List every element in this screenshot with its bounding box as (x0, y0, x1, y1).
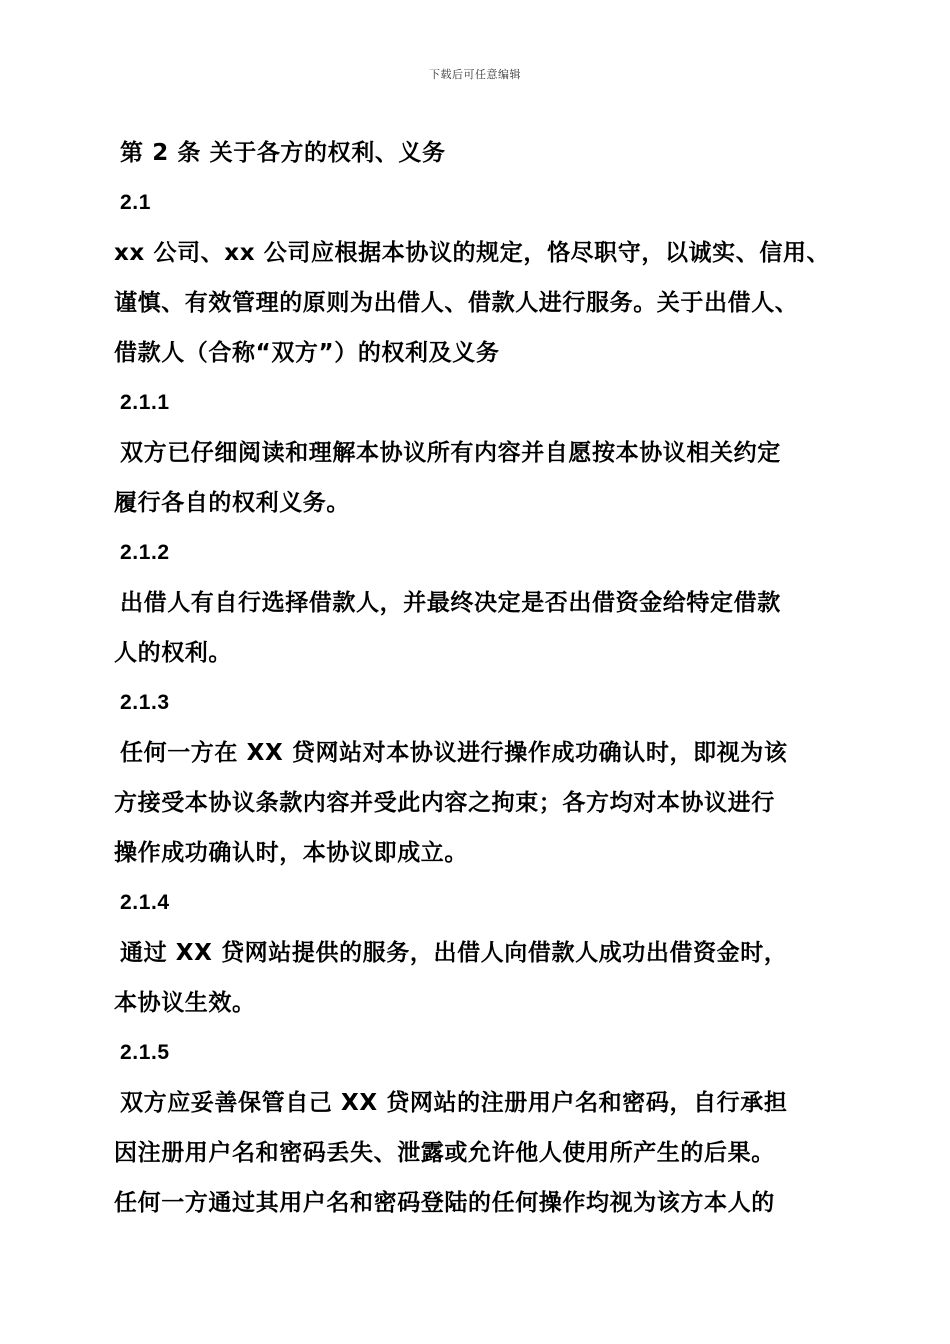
section-number: 2.1.1 (120, 391, 170, 414)
paragraph-line: 因注册用户名和密码丢失、泄露或允许他人使用所产生的后果。 (114, 1140, 775, 1166)
section-number: 2.1 (120, 191, 151, 214)
paragraph-line: 通过 XX 贷网站提供的服务，出借人向借款人成功出借资金时， (120, 940, 788, 966)
paragraph-line: 任何一方通过其用户名和密码登陆的任何操作均视为该方本人的 (114, 1190, 775, 1216)
paragraph-line: 履行各自的权利义务。 (114, 490, 350, 516)
paragraph-line: 双方应妥善保管自己 XX 贷网站的注册用户名和密码，自行承担 (120, 1090, 788, 1116)
section-number: 2.1.3 (120, 691, 170, 714)
section-number: 2.1.4 (120, 891, 170, 914)
paragraph-line: 谨慎、有效管理的原则为出借人、借款人进行服务。关于出借人、 (114, 290, 799, 316)
paragraph-line: 方接受本协议条款内容并受此内容之拘束；各方均对本协议进行 (114, 790, 775, 816)
paragraph-line: 双方已仔细阅读和理解本协议所有内容并自愿按本协议相关约定 (120, 440, 781, 466)
section-number: 2.1.2 (120, 541, 170, 564)
paragraph-line: xx 公司、xx 公司应根据本协议的规定，恪尽职守，以诚实、信用、 (114, 240, 831, 266)
section-number: 2.1.5 (120, 1041, 170, 1064)
paragraph-line: 出借人有自行选择借款人，并最终决定是否出借资金给特定借款 (120, 590, 781, 616)
paragraph-line: 任何一方在 XX 贷网站对本协议进行操作成功确认时，即视为该 (120, 740, 788, 766)
paragraph-line: 操作成功确认时，本协议即成立。 (114, 840, 468, 866)
document-body (114, 128, 860, 1228)
paragraph-line: 人的权利。 (114, 640, 232, 666)
article-heading: 第 2 条 关于各方的权利、义务 (120, 140, 446, 166)
paragraph-line: 本协议生效。 (114, 990, 256, 1016)
paragraph-line: 借款人（合称“双方”）的权利及义务 (114, 340, 500, 366)
page-header-note: 下载后可任意编辑 (429, 68, 521, 81)
